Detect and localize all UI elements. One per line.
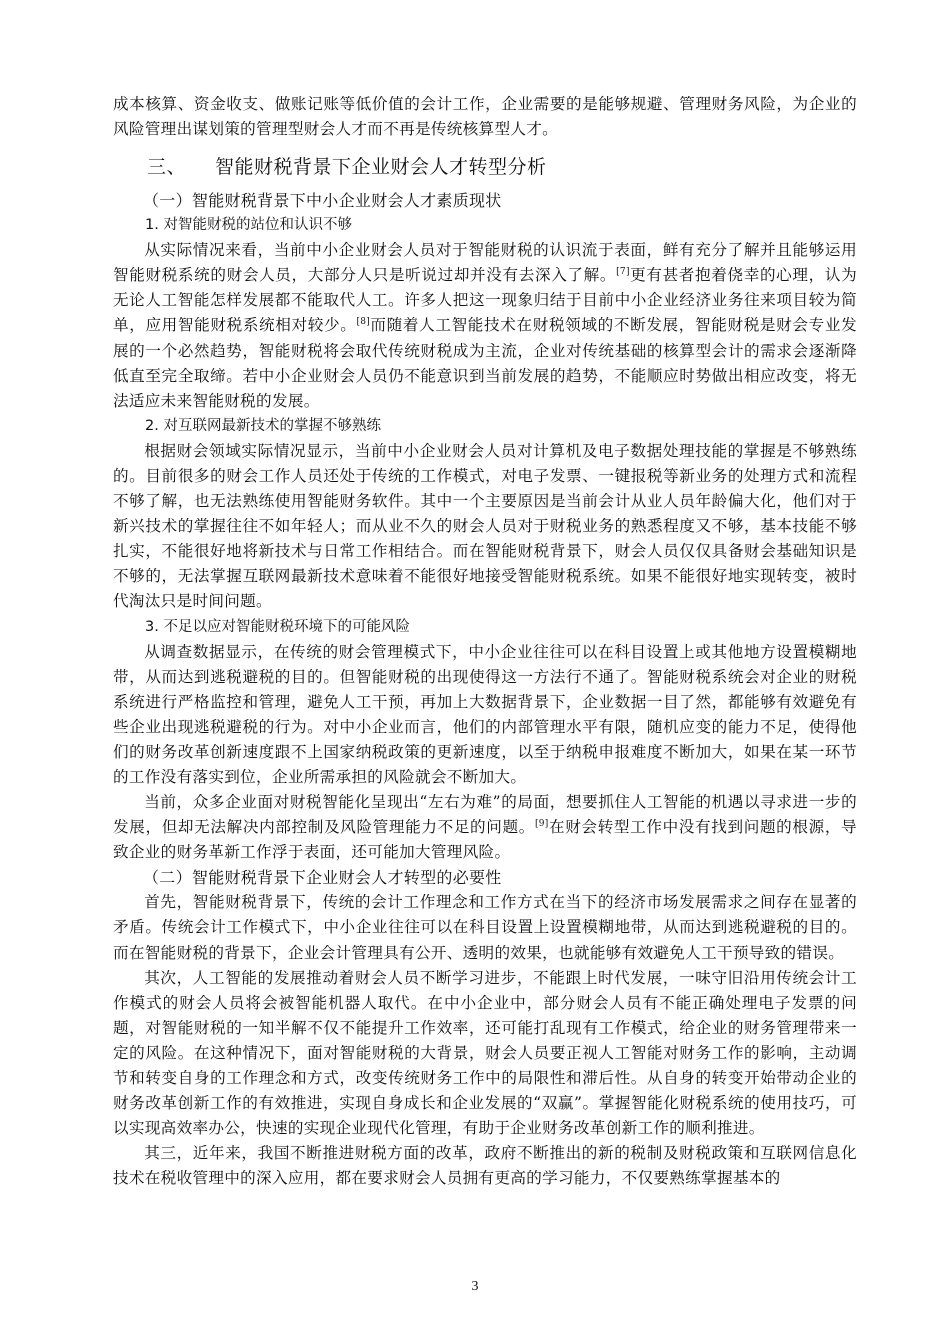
citation-ref: [9] (534, 818, 549, 829)
body-paragraph: 从调查数据显示，在传统的财会管理模式下，中小企业往往可以在科目设置上或其他地方设置模糊地带，从而达到逃税避税的目的。但智能财税的出现使得这一方法行不通了。智能财税系统会对企业的财税系统进行严格监控和管理，避免人工干预，再加上大数据背景下，企业数据一目了然，都能够有效避免有些企业出现逃税避税的行为。对中小企业而言，他们的内部管理水平有限，随机应变的能力不足，使得他们的财务改革创新速度跟不上国家纳税政策的更新速度，以至于纳税申报难度不断加大，如果在某一环节的工作没有落实到位，企业所需承担的风险就会不断加大。 (113, 642, 857, 786)
citation-ref: [7] (616, 267, 630, 278)
intro-paragraph: 成本核算、资金收支、做账记账等低价值的会计工作，企业需要的是能够规避、管理财务风险，为企业的风险管理出谋划策的管理型财会人才而不再是传统核算型人才。 (113, 95, 857, 139)
citation-ref: [8] (356, 317, 371, 328)
text-segment: 从实际情况来看，当前中小企业财会人员对于智能财税的认识流于表面，鲜有充分了解并且能够运用智能财税系统的财会人员，大部分人只是听说过却并没有去深入了解。 (113, 241, 857, 285)
body-paragraph (113, 790, 857, 865)
subsection-heading-2: （二）智能财税背景下企业财会人才转型的必要性 (143, 868, 502, 888)
text-segment: 当前，众多企业面对财税智能化呈现出“左右为难”的局面，想要抓住人工智能的机遇以寻求进一步的发展，但却无法解决内部控制及风险管理能力不足的问题。 (113, 793, 857, 837)
subsection-heading-1: （一）智能财税背景下中小企业财会人才素质现状 (143, 191, 502, 211)
section-title: 智能财税背景下企业财会人才转型分析 (215, 156, 547, 179)
section-heading (147, 152, 857, 182)
page-number: 3 (471, 1279, 479, 1294)
body-paragraph: 根据财会领域实际情况显示，当前中小企业财会人员对计算机及电子数据处理技能的掌握是不够熟练的。目前很多的财会工作人员还处于传统的工作模式，对电子发票、一键报税等新业务的处理方式和流程不够了解，也无法熟练使用智能财务软件。其中一个主要原因是当前会计从业人员年龄偏大化，他们对于新兴技术的掌握往往不如年轻人；而从业不久的财会人员对于财税业务的熟悉程度又不够，基本技能不够扎实，不能很好地将新技术与日常工作相结合。而在智能财税背景下，财会人员仅仅具备财会基础知识是不够的，无法掌握互联网最新技术意味着不能很好地接受智能财税系统。如果不能很好地实现转变，被时代淘汰只是时间问题。 (113, 441, 857, 611)
page-content (113, 92, 857, 1191)
item-heading-1: 1. 对智能财税的站位和认识不够 (145, 217, 352, 234)
text-segment: 而随着人工智能技术在财税领域的不断发展，智能财税是财会专业发展的一个必然趋势，智能财税将会取代传统财税成为主流，企业对传统基础的核算型会计的需求会逐渐降低直至完全取缔。若中小企业财会人员仍不能意识到当前发展的趋势，不能顺应时势做出相应改变，将无法适应未来智能财税的发展。 (113, 316, 857, 410)
body-paragraph (113, 238, 857, 414)
body-paragraph: 首先，智能财税背景下，传统的会计工作理念和工作方式在当下的经济市场发展需求之间存在显著的矛盾。传统会计工作模式下，中小企业往往可以在科目设置上设置模糊地带，从而达到逃税避税的目的。而在智能财税的背景下，企业会计管理具有公开、透明的效果，也就能够有效避免人工干预导致的错误。 (113, 893, 857, 962)
item-heading-2: 2. 对互联网最新技术的掌握不够熟练 (145, 417, 381, 434)
body-paragraph: 其次，人工智能的发展推动着财会人员不断学习进步，不能跟上时代发展，一味守旧沿用传统会计工作模式的财会人员将会被智能机器人取代。在中小企业中，部分财会人员有不能正确处理电子发票的问题，对智能财税的一知半解不仅不能提升工作效率，还可能打乱现有工作模式，给企业的财务管理带来一定的风险。在这种情况下，面对智能财税的大背景，财会人员要正视人工智能对财务工作的影响，主动调节和转变自身的工作理念和方式，改变传统财务工作中的局限性和滞后性。从自身的转变开始带动企业的财务改革创新工作的有效推进，实现自身成长和企业发展的“双赢”。掌握智能化财税系统的使用技巧，可以实现高效率办公，快速的实现企业现代化管理，有助于企业财务改革创新工作的顺利推进。 (113, 968, 857, 1138)
section-number: 三、 (147, 156, 187, 179)
item-heading-3: 3. 不足以应对智能财税环境下的可能风险 (145, 618, 410, 635)
body-paragraph: 其三，近年来，我国不断推进财税方面的改革，政府不断推出的新的税制及财税政策和互联网信息化技术在税收管理中的深入应用，都在要求财会人员拥有更高的学习能力，不仅要熟练掌握基本的 (113, 1144, 857, 1188)
text-segment: 在财会转型工作中没有找到问题的根源，导致企业的财务革新工作浮于表面，还可能加大管理风险。 (113, 818, 857, 862)
text-segment: 更有甚者抱着侥幸的心理，认为无论人工智能怎样发展都不能取代人工。许多人把这一现象归结于目前中小企业经济业务往来项目较为简单，应用智能财税系统相对较少。 (113, 266, 857, 335)
